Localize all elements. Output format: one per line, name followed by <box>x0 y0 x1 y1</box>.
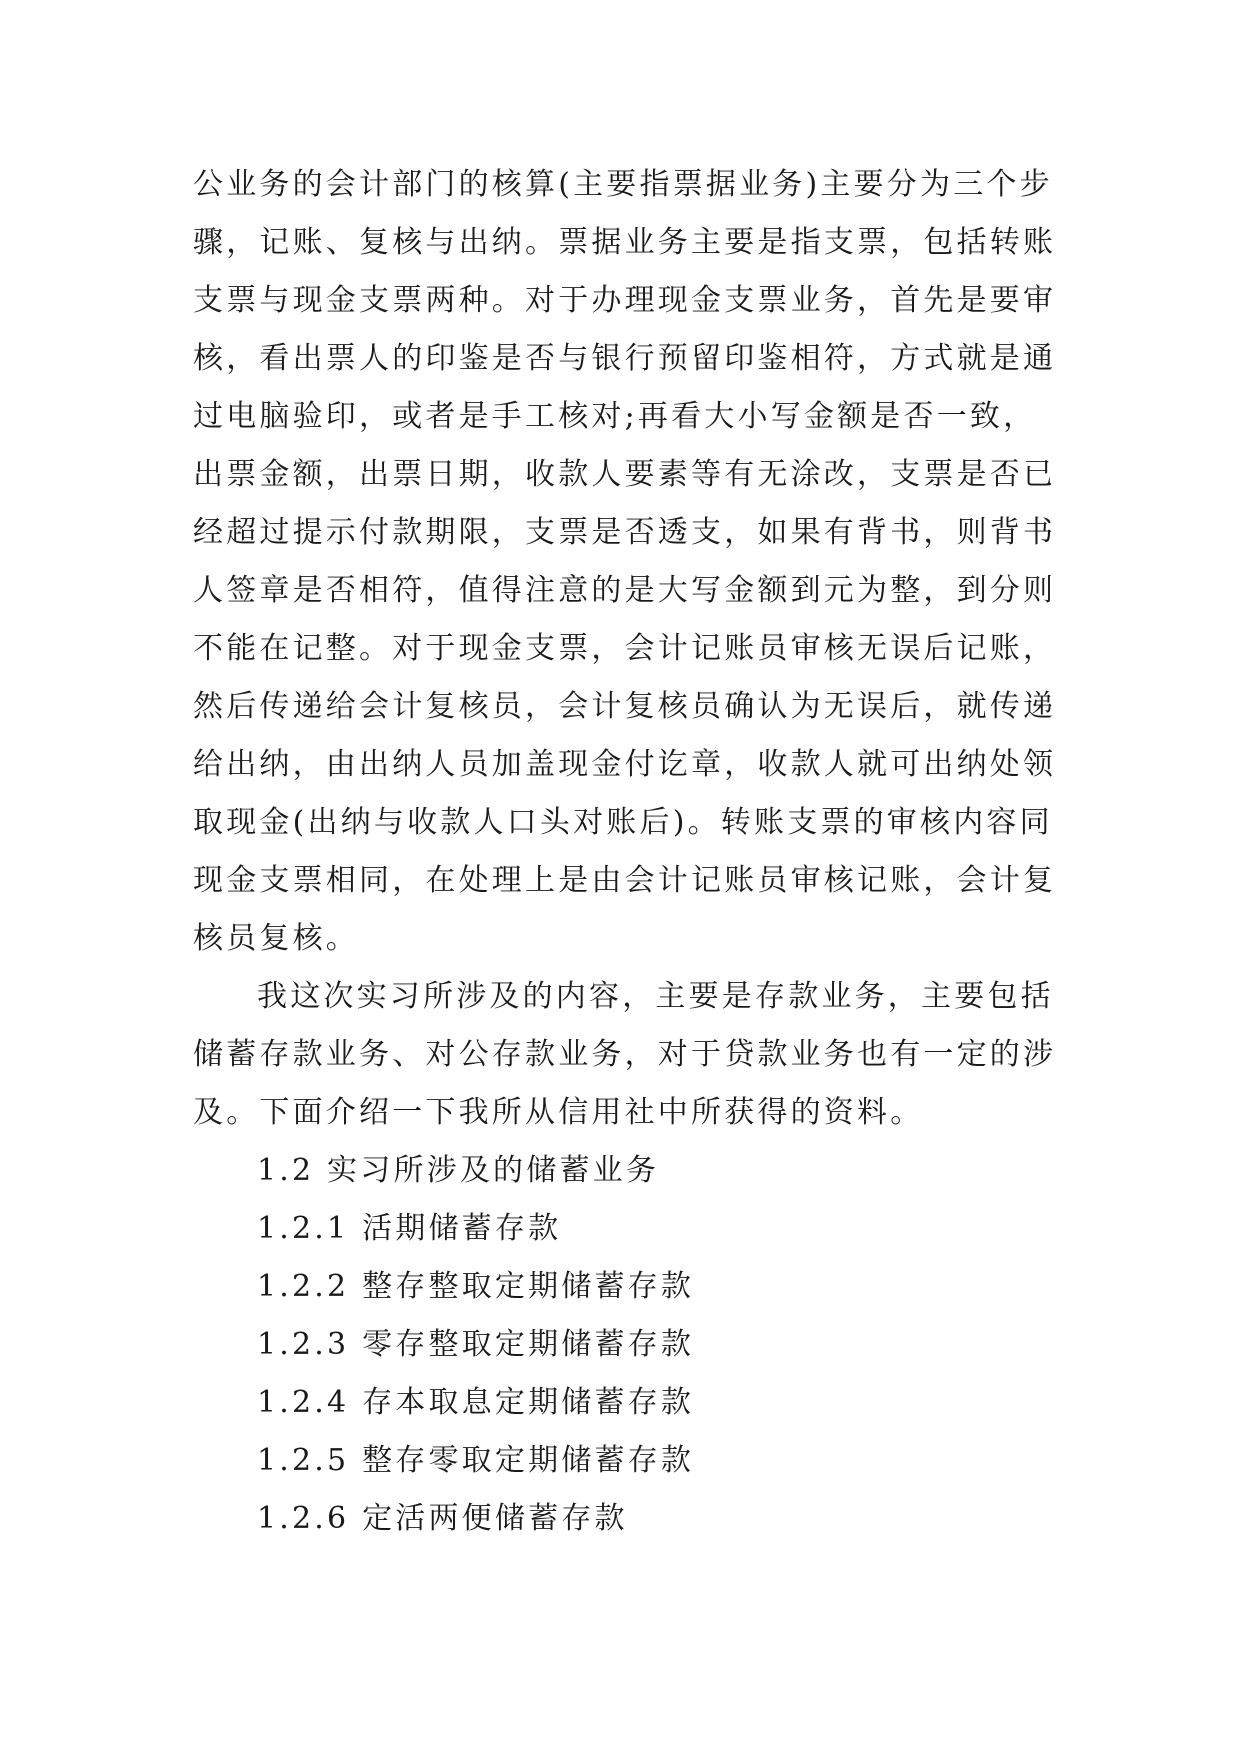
text-line: 过电脑验印，或者是手工核对;再看大小写金额是否一致， <box>193 399 1037 434</box>
text-line: 骤，记账、复核与出纳。票据业务主要是指支票，包括转账 <box>193 225 1057 260</box>
text-line: 核，看出票人的印鉴是否与银行预留印鉴相符，方式就是通 <box>193 341 1057 376</box>
paragraph-continued <box>193 156 1063 968</box>
section-heading: 1.2.2 整存整取定期储蓄存款 <box>257 1269 695 1304</box>
text-line: 人签章是否相符，值得注意的是大写金额到元为整，到分则 <box>193 573 1057 608</box>
text-line: 我这次实习所涉及的内容，主要是存款业务，主要包括 <box>257 979 1054 1014</box>
document-body <box>193 156 1063 1548</box>
text-line: 然后传递给会计复核员，会计复核员确认为无误后，就传递 <box>193 689 1057 724</box>
paragraph-internship <box>193 968 1063 1142</box>
section-heading: 1.2.1 活期储蓄存款 <box>257 1211 562 1246</box>
text-line: 支票与现金支票两种。对于办理现金支票业务，首先是要审 <box>193 283 1057 318</box>
text-line: 及。下面介绍一下我所从信用社中所获得的资料。 <box>193 1095 924 1130</box>
section-heading: 1.2.6 定活两便储蓄存款 <box>257 1501 628 1536</box>
text-line: 经超过提示付款期限，支票是否透支，如果有背书，则背书 <box>193 515 1057 550</box>
section-headings <box>193 1142 1063 1548</box>
section-heading: 1.2 实习所涉及的储蓄业务 <box>257 1153 660 1188</box>
text-line: 核员复核。 <box>193 921 359 956</box>
text-line: 给出纳，由出纳人员加盖现金付讫章，收款人就可出纳处领 <box>193 747 1057 782</box>
text-line: 不能在记整。对于现金支票，会计记账员审核无误后记账， <box>193 631 1057 666</box>
text-line: 公业务的会计部门的核算(主要指票据业务)主要分为三个步 <box>193 167 1053 202</box>
section-heading: 1.2.3 零存整取定期储蓄存款 <box>257 1327 695 1362</box>
text-line: 现金支票相同，在处理上是由会计记账员审核记账，会计复 <box>193 863 1057 898</box>
section-heading: 1.2.5 整存零取定期储蓄存款 <box>257 1443 695 1478</box>
text-line: 储蓄存款业务、对公存款业务，对于贷款业务也有一定的涉 <box>193 1037 1057 1072</box>
section-heading: 1.2.4 存本取息定期储蓄存款 <box>257 1385 695 1420</box>
text-line: 取现金(出纳与收款人口头对账后)。转账支票的审核内容同 <box>193 805 1053 840</box>
text-line: 出票金额，出票日期，收款人要素等有无涂改，支票是否已 <box>193 457 1057 492</box>
